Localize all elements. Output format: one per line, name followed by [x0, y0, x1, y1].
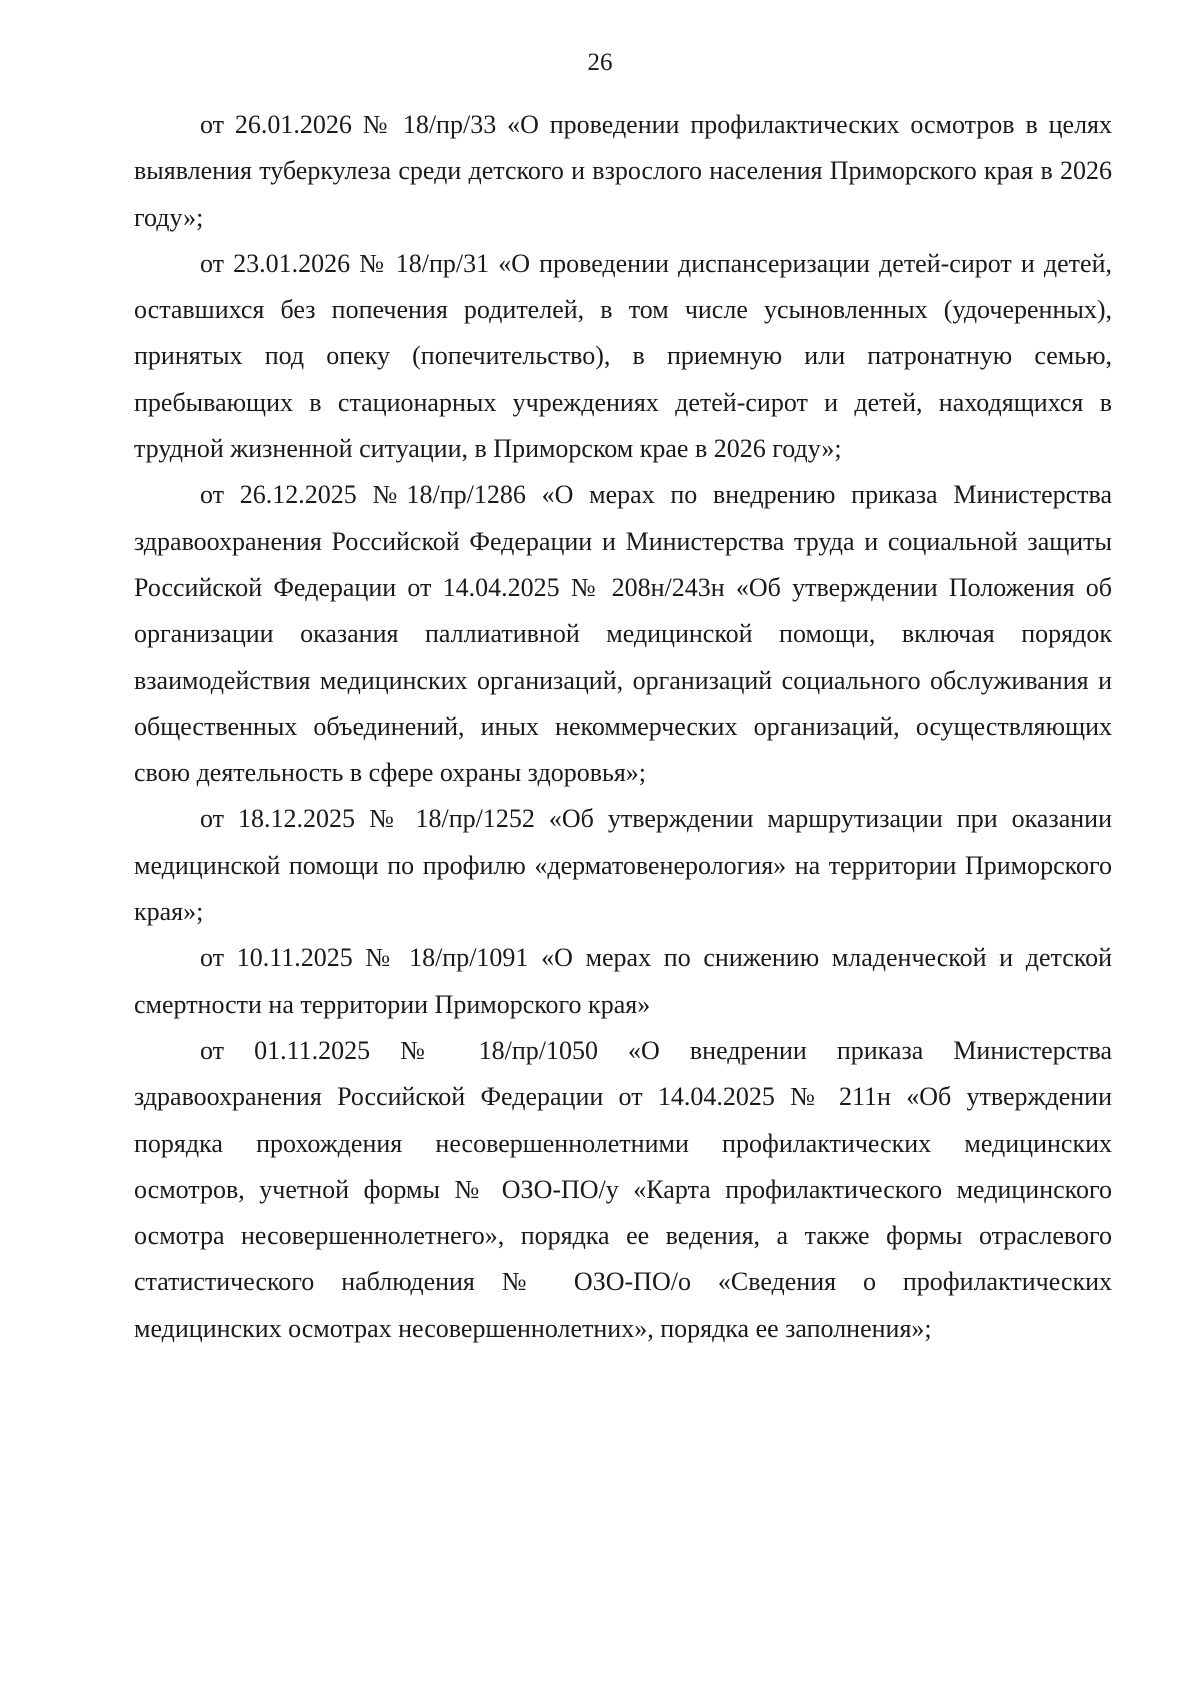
paragraph-order-18-pr-1091: от 10.11.2025 № 18/пр/1091 «О мерах по снижению младенческой и детской смертности на территории Приморского края» — [134, 943, 1112, 1019]
paragraph-order-18-pr-1050: от 01.11.2025 № 18/пр/1050 «О внедрении приказа Министерства здравоохранения Российской Федерации от 14.04.2025 № 211н «Об утверждении порядка прохождения несовершеннолетними профилактических медицинских осмотров, учетной формы № ОЗО-ПО/у «Карта профилактического медицинского осмотра несовершеннолетнего», порядка ее ведения, а также формы отраслевого статистического наблюдения № ОЗО-ПО/о «Сведения о профилактических медицинских осмотрах несовершеннолетних», порядка ее заполнения»; — [134, 1035, 1112, 1343]
document-body — [134, 102, 1112, 1352]
paragraph-order-18-pr-1286: от 26.12.2025 №18/пр/1286 «О мерах по внедрению приказа Министерства здравоохранения Российской Федерации и Министерства труда и социальной защиты Российской Федерации от 14.04.2025 № 208н/243н «Об утверждении Положения об организации оказания паллиативной медицинской помощи, включая порядок взаимодействия медицинских организаций, организаций социального обслуживания и общественных объединений, иных некоммерческих организаций, осуществляющих свою деятельность в сфере охраны здоровья»; — [134, 480, 1112, 788]
paragraph-order-18-pr-31: от 23.01.2026 № 18/пр/31 «О проведении диспансеризации детей-сирот и детей, оставшихся без попечения родителей, в том числе усыновленных (удочеренных), принятых под опеку (попечительство), в приемную или патронатную семью, пребывающих в стационарных учреждениях детей-сирот и детей, находящихся в трудной жизненной ситуации, в Приморском крае в 2026 году»; — [134, 248, 1112, 464]
paragraph-order-18-pr-33: от 26.01.2026 № 18/пр/33 «О проведении профилактических осмотров в целях выявления туберкулеза среди детского и взрослого населения Приморского края в 2026 году»; — [134, 110, 1112, 232]
page-number: 26 — [587, 49, 613, 76]
paragraph-order-18-pr-1252: от 18.12.2025 № 18/пр/1252 «Об утверждении маршрутизации при оказании медицинской помощи по профилю «дерматовенерология» на территории Приморского края»; — [134, 804, 1112, 927]
